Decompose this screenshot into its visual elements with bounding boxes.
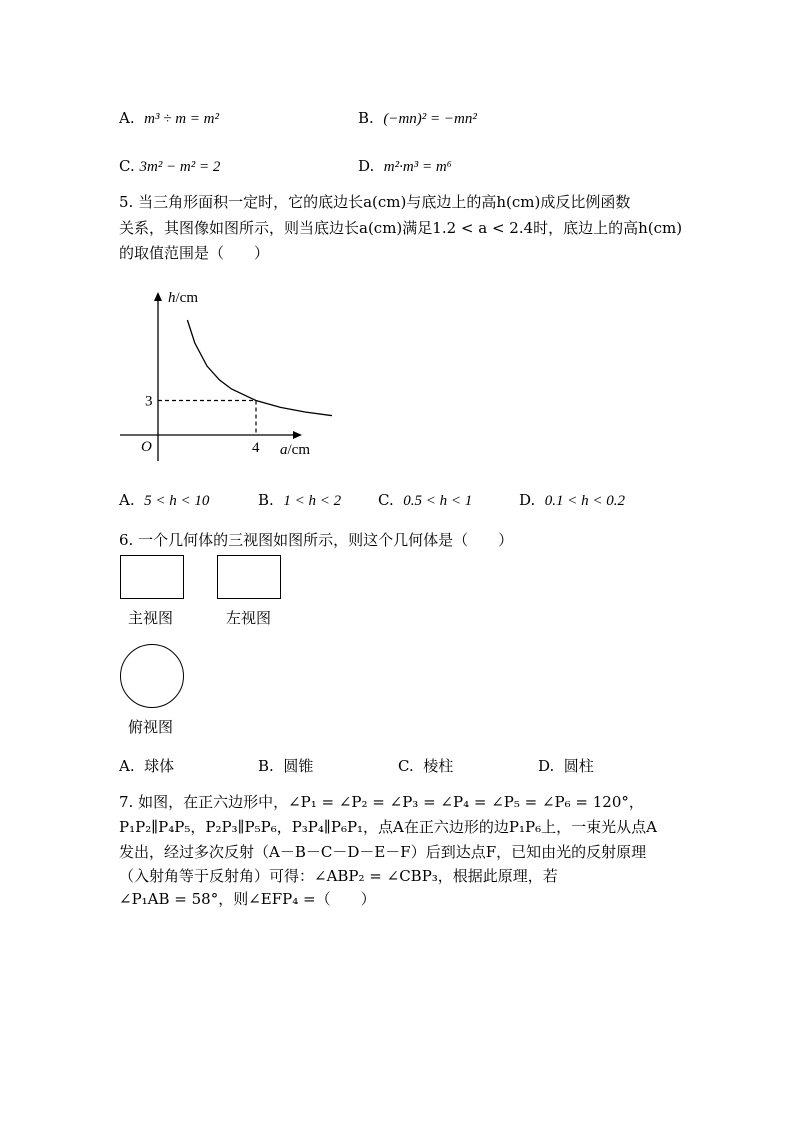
q6-option-b-text: 圆锥 <box>283 757 314 775</box>
q6-option-d-label: D. <box>538 757 564 775</box>
q6-option-d[interactable] <box>538 756 594 776</box>
origin-label: O <box>141 439 152 455</box>
q6-option-a[interactable] <box>119 756 174 776</box>
x-tick-label: 4 <box>252 440 260 456</box>
q7-stem-line3: 发出，经过多次反射（A－B－C－D－E－F）后到达点F，已知由光的反射原理 <box>119 843 647 861</box>
q6-left-view-label: 左视图 <box>226 609 272 627</box>
q4-option-d-label: D. <box>358 157 384 175</box>
q5-option-b[interactable] <box>258 490 341 511</box>
q4-option-d-expr: m²·m³ = m⁶ <box>383 159 452 175</box>
q6-option-a-text: 球体 <box>144 757 175 775</box>
q4-option-d[interactable] <box>358 156 452 177</box>
q4-option-a-label: A. <box>119 109 145 127</box>
q6-option-b-label: B. <box>258 757 284 775</box>
q6-option-d-text: 圆柱 <box>563 757 594 775</box>
q6-left-view-rect <box>217 555 281 599</box>
q4-option-b-expr: (−mn)² = −mn² <box>383 111 477 127</box>
q5-stem-line3: 的取值范围是（ ） <box>119 244 270 262</box>
q5-option-b-expr: 1 < h < 2 <box>283 493 342 509</box>
q7-stem-line2: P₁P₂∥P₄P₅，P₂P₃∥P₅P₆，P₃P₄∥P₆P₁，点A在正六边形的边P₁P₆上，一束光从点A <box>119 818 657 836</box>
q4-option-c[interactable] <box>119 156 220 177</box>
y-axis-arrow <box>154 292 162 301</box>
y-axis-label: h/cm <box>168 290 198 306</box>
q5-option-d-expr: 0.1 < h < 0.2 <box>544 493 626 509</box>
y-tick-label: 3 <box>145 393 153 410</box>
q7-stem-line1: 7. 如图，在正六边形中，∠P₁ = ∠P₂ = ∠P₃ = ∠P₄ = ∠P₅ = ∠P₆ = 120°， <box>119 793 644 811</box>
q6-option-c-label: C. <box>398 757 424 775</box>
q5-option-c-expr: 0.5 < h < 1 <box>403 493 473 509</box>
q6-option-a-label: A. <box>119 757 145 775</box>
q4-option-b[interactable] <box>358 108 477 129</box>
x-axis-label: a/cm <box>280 442 310 458</box>
q6-front-view-label: 主视图 <box>128 609 174 627</box>
q4-option-b-label: B. <box>358 109 384 127</box>
q5-option-c[interactable] <box>378 490 472 511</box>
q5-option-d-label: D. <box>519 491 545 509</box>
q5-stem-line2: 关系，其图像如图所示，则当底边长a(cm)满足1.2 < a < 2.4时，底边上的高h(cm) <box>119 219 683 237</box>
q6-top-view-circle <box>120 644 184 708</box>
q5-stem-line1: 5. 当三角形面积一定时，它的底边长a(cm)与底边上的高h(cm)成反比例函数 <box>119 193 631 211</box>
q5-option-b-label: B. <box>258 491 284 509</box>
q4-option-a-expr: m³ ÷ m = m² <box>144 111 219 127</box>
q6-option-b[interactable] <box>258 756 313 776</box>
q4-option-c-label: C. <box>119 157 140 175</box>
q4-option-c-expr: 3m² − m² = 2 <box>139 159 221 175</box>
q6-stem: 6. 一个几何体的三视图如图所示，则这个几何体是（ ） <box>119 531 514 549</box>
q5-option-a-label: A. <box>119 491 145 509</box>
q5-option-c-label: C. <box>378 491 404 509</box>
q4-option-a[interactable] <box>119 108 219 129</box>
hyperbola-curve <box>187 320 332 420</box>
q5-option-a[interactable] <box>119 490 209 511</box>
q6-top-view-label: 俯视图 <box>128 718 174 736</box>
q5-option-a-expr: 5 < h < 10 <box>144 493 210 509</box>
q7-stem-line4: （入射角等于反射角）可得：∠ABP₂ = ∠CBP₃，根据此原理，若 <box>119 867 558 885</box>
q7-stem-line5: ∠P₁AB = 58°，则∠EFP₄ =（ ） <box>119 890 376 908</box>
q6-option-c-text: 棱柱 <box>423 757 454 775</box>
q6-option-c[interactable] <box>398 756 453 776</box>
q5-graph <box>112 282 332 462</box>
x-axis-arrow <box>293 431 302 439</box>
q5-option-d[interactable] <box>519 490 625 511</box>
q6-front-view-rect <box>120 555 184 599</box>
